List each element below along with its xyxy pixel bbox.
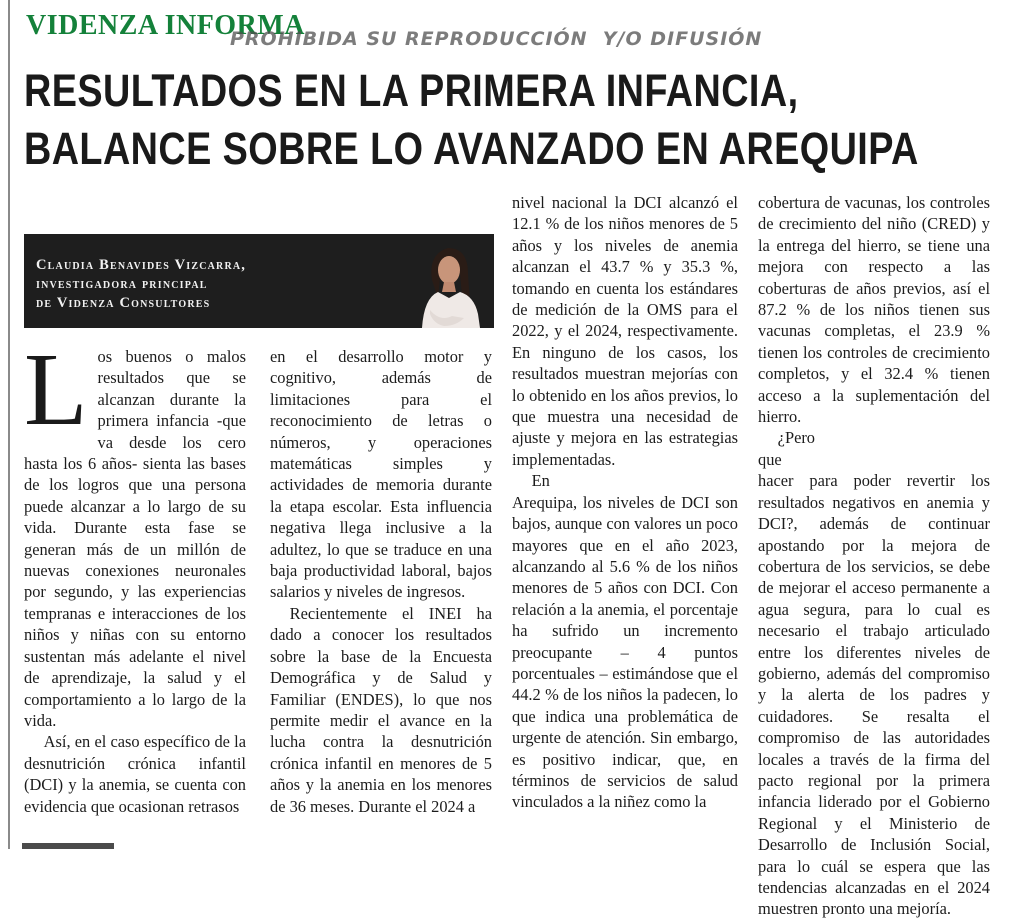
- paragraph-1: [24, 332, 246, 731]
- author-name: Claudia Benavides Vizcarra,: [36, 257, 247, 273]
- bottom-rule: [22, 843, 114, 849]
- text-column-2: [270, 346, 492, 817]
- author-portrait-photo: [404, 234, 494, 328]
- paragraph-3-continued: nivel nacional la DCI alcanzó el 12.1 % de los niños menores de 5 años y los niveles de anemia alcanzan el 43.7 % y 35.3 %, tomando en cuenta los estándares de medición de la OMS para el 2022, y el 2024, respectivamente. En ninguno de los casos, los resultados muestran mejorías con lo obtenido en los años previos, lo que muestra una necesidad de ajuste y mejora en las estrategias implementadas.: [512, 193, 738, 469]
- text-column-1: [24, 332, 246, 817]
- text-column-4: [758, 192, 990, 920]
- author-byline: [36, 256, 246, 313]
- text-column-3: [512, 192, 738, 813]
- paragraph-5: ¿Pero: [777, 428, 815, 448]
- author-role: investigadora principal: [36, 276, 208, 292]
- headline: [24, 62, 919, 178]
- paragraph-5-continued-continued: hacer para poder revertir los resultados negativos en anemia y DCI?, además de continuar apostando por la mejora de cobertura de los servicios, se debe de mejorar el acceso permanente a agua segura, para lo cual es necesario el trabajo articulado entre los diferentes niveles de gobierno, además del compromiso y la alerta de los padres y cuidadores. Se resalta el compromiso de las autoridades locales a través de la firma del pacto regional por la primera infancia liderado por el Gobierno Regional y el Ministerio de Desarrollo de Inclusión Social, para lo cuál se espera que las tendencias alcanzadas en el 2024 muestren pronto una mejoría.: [758, 471, 990, 919]
- section-label: VIDENZA INFORMA: [26, 10, 305, 41]
- paragraph-2: Así, en el caso específico de la desnutrición crónica infantil (DCI) y la anemia, se cuenta con evidencia que ocasionan retrasos: [24, 732, 246, 816]
- headline-line-2: BALANCE SOBRE LO AVANZADO EN AREQUIPA: [24, 123, 919, 174]
- paragraph-2-continued: en el desarrollo motor y cognitivo, además de limitaciones para el reconocimiento de letras o números, y operaciones matemáticas simples y actividades de memoria durante la etapa escolar. Esta influencia negativa llega inclusive a la adultez, lo que se traduce en una baja productividad laboral, bajos salarios y niveles de ingresos.: [270, 347, 492, 602]
- paragraph-4-continued: Arequipa, los niveles de DCI son bajos, aunque con valores un poco mayores que en el año 2023, alcanzando al 5.6 % de los niños menores de 5 años con DCI. Con relación a la anemia, el porcentaje ha sufrido un incremento preocupante – 4 puntos porcentuales – estimándose que el 44.2 % de los niños la padecen, lo que indica una problemática de urgente de atención. Sin embargo, es positivo indicar, que, en términos de servicios de salud vinculados a la niñez como la: [512, 492, 738, 812]
- author-box: [24, 234, 494, 328]
- headline-line-1: RESULTADOS EN LA PRIMERA INFANCIA,: [24, 65, 799, 116]
- author-organization: de Videnza Consultores: [36, 295, 211, 311]
- left-column-rule: [8, 0, 10, 849]
- drop-cap: L: [24, 332, 88, 447]
- copyright-watermark: PROHIBIDA SU REPRODUCCIÓN Y/O DIFUSIÓN: [230, 28, 763, 50]
- paragraph-5-continued: que: [758, 449, 782, 469]
- paragraph-3: Recientemente el INEI ha dado a conocer los resultados sobre la base de la Encuesta Demográfica y de Salud y Familiar (ENDES), lo que nos permite medir el avance en la lucha contra la desnutrición crónica infantil en menores de 5 años y la anemia en los menores de 36 meses. Durante el 2024 a: [270, 603, 492, 816]
- paragraph-1-text: os buenos o malos resultados que se alcanzan durante la primera infancia -que va desde los cero hasta los 6 años- sienta las bases de los logros que una persona puede alcanzar a lo largo de su vida. Durante esta fase se generan más de un millón de nuevas conexiones neuronales por segundo, y las experiencias tempranas e interacciones de los niños y niñas con su entorno sustentan más adelante el nivel de aprendizaje, la salud y el comportamiento a lo largo de la vida.: [24, 347, 246, 730]
- paragraph-4: En: [531, 471, 550, 491]
- paragraph-4-continued-continued: cobertura de vacunas, los controles de crecimiento del niño (CRED) y la entrega del hierro, se tiene una mejora con respecto a las coberturas de años previos, así el 87.2 % de los niños tienen sus vacunas completas, el 23.9 % tienen los controles de crecimiento completos, y el 32.4 % tienen acceso a la suplementación del hierro.: [758, 193, 990, 427]
